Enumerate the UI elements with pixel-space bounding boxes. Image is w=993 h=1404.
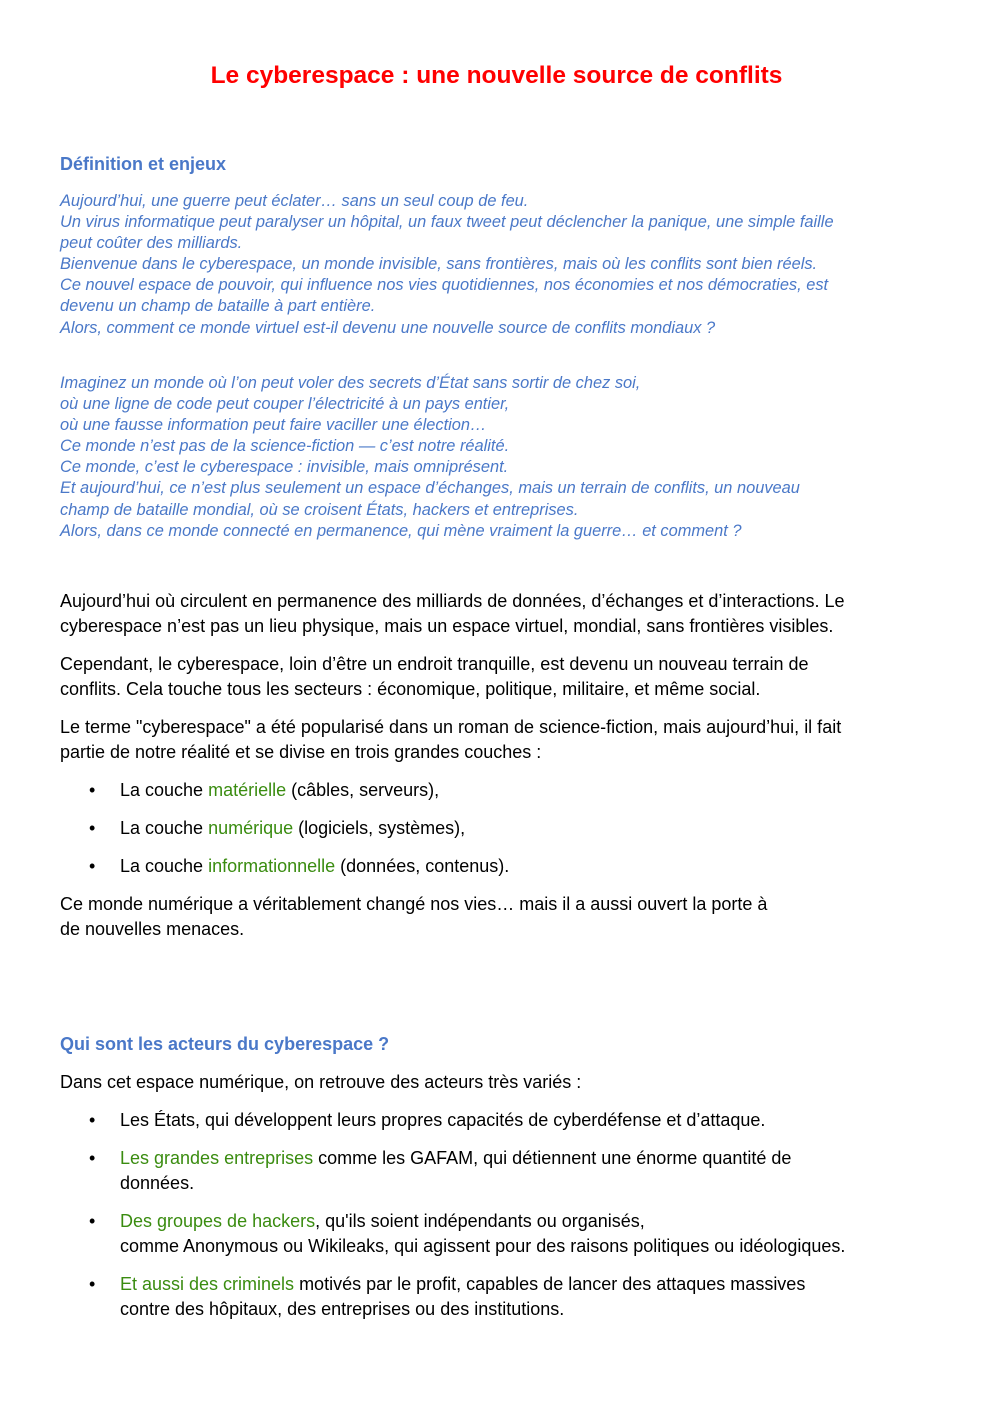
highlight-term: numérique <box>208 818 294 838</box>
intro-line: Aujourd’hui, une guerre peut éclater… sans un seul coup de feu. <box>60 192 529 210</box>
paragraph-actors-intro: Dans cet espace numérique, on retrouve des acteurs très variés : <box>60 1072 582 1092</box>
paragraph-threats <box>60 892 940 942</box>
intro-line: Ce monde, c’est le cyberespace : invisible, mais omniprésent. <box>60 458 509 477</box>
intro-line: où une fausse information peut faire vaciller une élection… <box>60 416 487 435</box>
paragraph-line: de nouvelles menaces. <box>60 919 245 939</box>
intro-line: champ de bataille mondial, où se croisent États, hackers et entreprises. <box>60 500 579 519</box>
list-item-layer-informational: • La couche informationnelle (données, contenus). <box>120 854 950 879</box>
paragraph-line: Aujourd’hui où circulent en permanence des milliards de données, d’échanges et d’interactions. Le <box>60 591 845 611</box>
paragraph-line: cyberespace n’est pas un lieu physique, mais un espace virtuel, mondial, sans frontières visibles. <box>60 616 834 636</box>
section-heading-actors: Qui sont les acteurs du cyberespace ? <box>60 1034 390 1054</box>
highlight-term: informationnelle <box>208 856 336 876</box>
intro-line: Ce monde n’est pas de la science-fiction — c’est notre réalité. <box>60 437 510 456</box>
list-item-layer-material: • La couche matérielle (câbles, serveurs), <box>120 778 950 803</box>
paragraph-definition <box>60 589 940 639</box>
intro-line: peut coûter des milliards. <box>60 234 243 253</box>
list-item-actor-hackers: • Des groupes de hackers, qu'ils soient indépendants ou organisés, comme Anonymous ou Wikileaks, qui agissent pour des raisons politiques ou idéologiques. <box>120 1209 950 1259</box>
paragraph-line: Cependant, le cyberespace, loin d’être un endroit tranquille, est devenu un nouveau terrain de <box>60 654 809 674</box>
intro-line: Un virus informatique peut paralyser un hôpital, un faux tweet peut déclencher la panique, une simple faille <box>60 213 834 232</box>
intro-line: Alors, dans ce monde connecté en permanence, qui mène vraiment la guerre… et comment ? <box>60 521 742 540</box>
highlight-term: matérielle <box>208 780 287 800</box>
section-heading-definition: Définition et enjeux <box>60 154 227 174</box>
paragraph-line: partie de notre réalité et se divise en trois grandes couches : <box>60 742 542 762</box>
intro-quote-2 <box>60 373 940 542</box>
intro-line: Imaginez un monde où l’on peut voler des secrets d’État sans sortir de chez soi, <box>60 374 641 392</box>
paragraph-line: Le terme "cyberespace" a été popularisé dans un roman de science-fiction, mais aujourd’hui, il fait <box>60 717 842 737</box>
highlight-term: Des groupes de hackers <box>120 1211 316 1231</box>
list-item-layer-digital: • La couche numérique (logiciels, systèmes), <box>120 816 950 841</box>
list-item-actor-states: • Les États, qui développent leurs propres capacités de cyberdéfense et d’attaque. <box>120 1108 950 1133</box>
intro-line: Et aujourd’hui, ce n’est plus seulement un espace d’échanges, mais un terrain de conflits, un nouveau <box>60 479 800 498</box>
page-title: Le cyberespace : une nouvelle source de conflits <box>210 62 783 89</box>
paragraph-layers-intro <box>60 715 940 765</box>
intro-line: où une ligne de code peut couper l’électricité à un pays entier, <box>60 395 510 414</box>
highlight-term: Les grandes entreprises <box>120 1148 314 1168</box>
paragraph-line: conflits. Cela touche tous les secteurs : économique, politique, militaire, et même social. <box>60 679 761 699</box>
list-item-actor-companies: • Les grandes entreprises comme les GAFAM, qui détiennent une énorme quantité de données. <box>120 1146 950 1196</box>
highlight-term: Et aussi des criminels <box>120 1274 295 1294</box>
intro-line: Ce nouvel espace de pouvoir, qui influence nos vies quotidiennes, nos économies et nos démocraties, est <box>60 276 829 295</box>
intro-line: Alors, comment ce monde virtuel est-il devenu une nouvelle source de conflits mondiaux ? <box>60 318 716 337</box>
intro-line: Bienvenue dans le cyberespace, un monde invisible, sans frontières, mais où les conflits sont bien réels. <box>60 255 818 274</box>
paragraph-conflicts <box>60 652 940 702</box>
paragraph-line: Ce monde numérique a véritablement changé nos vies… mais il a aussi ouvert la porte à <box>60 894 768 914</box>
intro-line: devenu un champ de bataille à part entière. <box>60 297 376 316</box>
list-item-actor-criminals: • Et aussi des criminels motivés par le profit, capables de lancer des attaques massives contre des hôpitaux, des entreprises ou des institutions. <box>120 1272 950 1322</box>
intro-quote-1 <box>60 191 940 339</box>
